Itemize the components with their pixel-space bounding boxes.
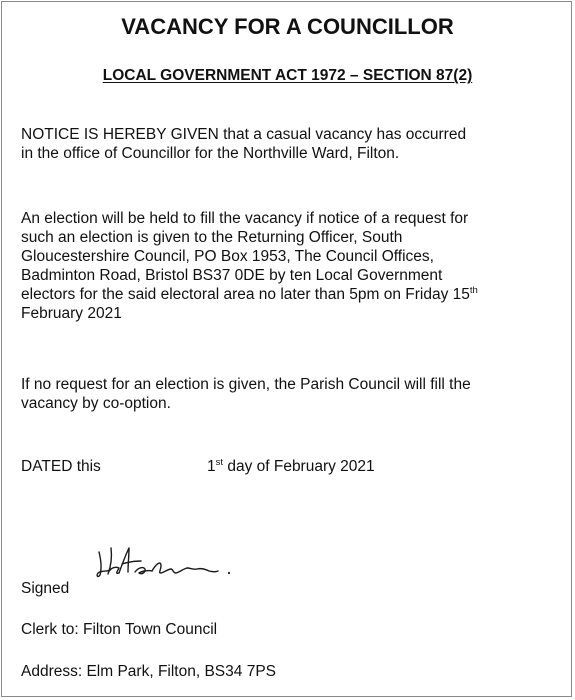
paragraph-line: Gloucestershire Council, PO Box 1953, The Council Offices, <box>21 248 434 265</box>
co-option-paragraph <box>21 375 561 413</box>
notice-title: VACANCY FOR A COUNCILLOR <box>121 14 454 39</box>
notice-subtitle: LOCAL GOVERNMENT ACT 1972 – SECTION 87(2) <box>102 67 473 84</box>
paragraph-line <box>21 285 561 304</box>
paragraph-line: February 2021 <box>21 305 122 322</box>
paragraph-line: An election will be held to fill the vacancy if notice of a request for <box>21 210 469 227</box>
vacancy-notice-paragraph <box>21 125 561 163</box>
election-request-paragraph <box>21 209 561 323</box>
ordinal-suffix: th <box>469 284 478 296</box>
handwritten-signature <box>95 542 245 587</box>
address-line: Address: Elm Park, Filton, BS34 7PS <box>21 663 276 680</box>
dated-label: DATED this <box>21 458 101 475</box>
paragraph-line: in the office of Councillor for the Northville Ward, Filton. <box>21 145 400 162</box>
clerk-line: Clerk to: Filton Town Council <box>21 621 218 638</box>
signed-label: Signed <box>21 580 70 597</box>
deadline-text: electors for the said electoral area no later than 5pm on Friday 15 <box>21 286 470 303</box>
notice-border <box>1 1 572 697</box>
paragraph-line: vacancy by co-option. <box>21 395 171 412</box>
dated-day: 1 <box>207 458 216 475</box>
dated-date <box>207 458 375 476</box>
paragraph-line: If no request for an election is given, the Parish Council will fill the <box>21 376 471 393</box>
paragraph-line: such an election is given to the Returning Officer, South <box>21 229 403 246</box>
paragraph-line: NOTICE IS HEREBY GIVEN that a casual vacancy has occurred <box>21 126 467 143</box>
dated-month-year: day of February 2021 <box>223 458 375 475</box>
paragraph-line: Badminton Road, Bristol BS37 0DE by ten Local Government <box>21 267 443 284</box>
ordinal-suffix: st <box>215 456 224 468</box>
